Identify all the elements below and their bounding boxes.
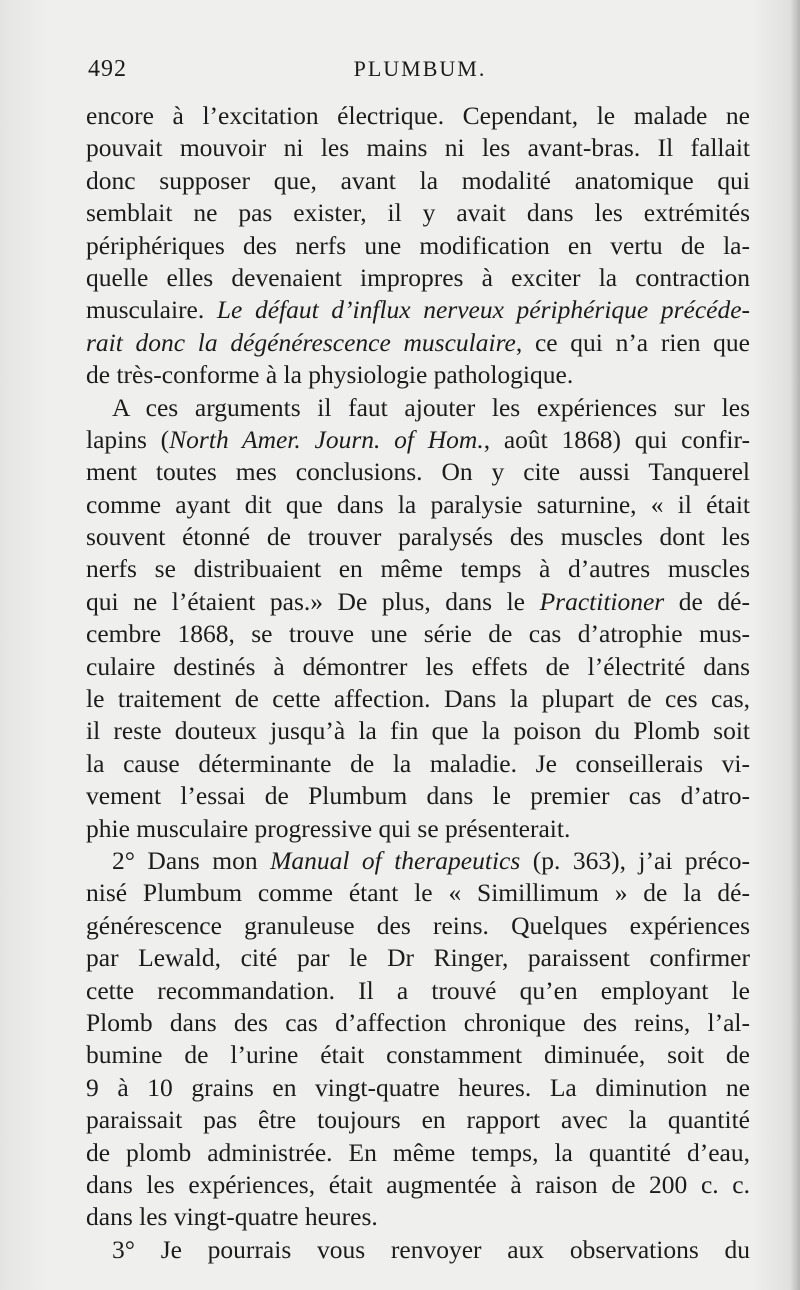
text-segment: musculaire. [86,295,217,325]
text-segment: Plomb dans des cas d’affection chronique des reins, l’al- [86,1007,750,1037]
text-line [86,1039,750,1071]
text-line [86,1169,750,1201]
text-line [86,683,750,715]
text-segment: de très-conforme à la physiologie pathologique. [86,360,574,390]
text-segment: 2° Dans mon [112,845,271,875]
text-line [86,942,750,974]
text-segment: culaire destinés à démontrer les effets de l’électrité dans [86,651,750,681]
text-segment: phie musculaire progressive qui se présenterait. [86,813,571,843]
italic-text-segment: Manual of therapeutics [270,845,521,875]
text-line [86,651,750,683]
text-segment: bumine de l’urine était constamment diminuée, soit de [86,1040,750,1070]
text-segment: qui ne l’étaient pas.» De plus, dans le [86,586,540,616]
text-segment: lapins ( [86,424,170,454]
text-line [86,1234,750,1266]
text-line [86,197,750,229]
italic-text-segment: rait donc la dégénérescence musculaire [86,327,516,357]
text-segment: 3° Je pourrais vous renvoyer aux observations du [112,1234,750,1264]
text-segment: la cause déterminante de la maladie. Je conseillerais vi- [86,748,750,778]
italic-text-segment: Practitioner [539,586,665,616]
text-line [86,715,750,747]
text-line [86,877,750,909]
text-line [86,845,750,877]
text-line [86,1072,750,1104]
text-segment: nisé Plumbum comme étant le « Simillimum » de la dé- [86,878,750,908]
text-segment: nerfs se distribuaient en même temps à d’autres muscles [86,554,750,584]
text-line [86,424,750,456]
text-line [86,813,750,845]
italic-text-segment: North Amer. Journ. of Hom. [169,424,484,454]
text-segment: A ces arguments il faut ajouter les expériences sur les [112,392,750,422]
text-segment: pouvait mouvoir ni les mains ni les avant-bras. Il fallait [86,133,750,163]
text-segment: 9 à 10 grains en vingt-quatre heures. La diminution ne [86,1072,750,1102]
text-segment: semblait ne pas exister, il y avait dans les extrémités [86,198,750,228]
text-segment: vement l’essai de Plumbum dans le premier cas d’atro- [86,781,750,811]
text-segment: par Lewald, cité par le Dr Ringer, paraissent confirmer [86,943,750,973]
text-line [86,748,750,780]
text-segment: le traitement de cette affection. Dans la plupart de ces cas, [86,684,750,714]
text-segment: quelle elles devenaient impropres à exciter la contraction [86,262,750,292]
text-segment: dans les expériences, était augmentée à raison de 200 c. c. [86,1169,750,1199]
text-line [86,1201,750,1233]
text-line [86,553,750,585]
text-segment: périphériques des nerfs une modification en vertu de la- [86,230,750,260]
text-line [86,586,750,618]
text-segment: cembre 1868, se trouve une série de cas d’atrophie mus- [86,619,750,649]
text-segment: comme ayant dit que dans la paralysie saturnine, « il était [86,489,750,519]
text-line [86,456,750,488]
text-line [86,1137,750,1169]
text-line [86,359,750,391]
text-segment: de plomb administrée. En même temps, la quantité d’eau, [86,1137,750,1167]
text-line [86,521,750,553]
page-header [88,56,752,90]
text-line [86,132,750,164]
text-segment: encore à l’excitation électrique. Cependant, le malade ne [86,101,750,130]
text-segment: , août 1868) qui confir- [483,424,750,454]
text-segment: de dé- [664,586,750,616]
text-segment: , ce qui n’a rien que [515,327,750,357]
text-segment: cette recommandation. Il a trouvé qu’en employant le [86,975,750,1005]
page-edge-shadow [790,0,800,1290]
text-line [86,780,750,812]
text-segment: dans les vingt-quatre heures. [86,1202,378,1232]
italic-text-segment: Le défaut d’influx nerveux périphérique précéde- [216,295,751,325]
text-line [86,975,750,1007]
text-segment: il reste douteux jusqu’à la fin que la poison du Plomb soit [86,716,750,746]
text-line [86,165,750,197]
text-segment: ment toutes mes conclusions. On y cite aussi Tanquerel [86,457,750,487]
text-line [86,327,750,359]
running-title: PLUMBUM. [353,56,487,81]
text-line [86,230,750,262]
body-text [86,100,750,1266]
text-segment: générescence granuleuse des reins. Quelques expériences [86,910,750,940]
text-segment: paraissait pas être toujours en rapport avec la quantité [86,1105,750,1135]
text-segment: souvent étonné de trouver paralysés des muscles dont les [86,522,750,552]
text-line [86,618,750,650]
text-line [86,100,750,132]
text-line [86,294,750,326]
text-line [86,262,750,294]
text-line [86,1104,750,1136]
text-line [86,910,750,942]
text-segment: donc supposer que, avant la modalité anatomique qui [86,165,750,195]
text-line [86,392,750,424]
text-line [86,1007,750,1039]
text-line [86,489,750,521]
page-number: 492 [88,56,127,82]
text-segment: (p. 363), j’ai préco- [520,845,750,875]
